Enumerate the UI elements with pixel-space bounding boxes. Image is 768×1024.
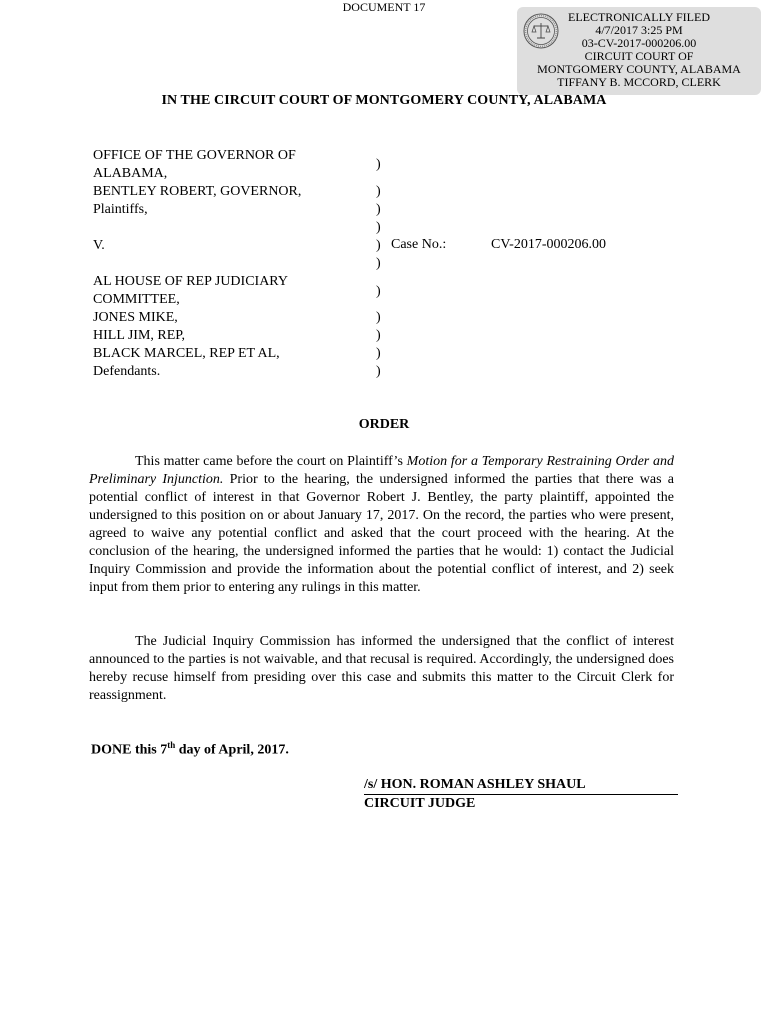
paragraph-text: The Judicial Inquiry Commission has informed the undersigned that the conflict of interest announced to the parties is not waivable, and that recusal is required. Accordingly, the undersigned does hereby recuse himself from presiding over this case and submits this matter to the Circuit Clerk for reassignment. bbox=[89, 634, 674, 703]
plaintiff-line: OFFICE OF THE GOVERNOR OF bbox=[93, 148, 296, 163]
caption-paren: ) bbox=[376, 364, 381, 379]
defendant-line: JONES MIKE, bbox=[93, 310, 178, 325]
stamp-line: TIFFANY B. MCCORD, CLERK bbox=[557, 75, 721, 89]
paragraph-text: Prior to the hearing, the undersigned informed the parties that there was a potential conflict of interest in that Governor Robert J. Bentley, the party plaintiff, appointed the undersigned to this position on or about January 17, 2017. On the record, the parties who were present, agreed to waive any potential conflict and asked that the court proceed with the hearing. At the conclusion of the hearing, the undersigned informed the parties that he would: 1) contact the Judicial Inquiry Commission and provide the information about the potential conflict of interest, and 2) seek input from them prior to entering any rulings in this matter. bbox=[89, 472, 674, 595]
court-title: IN THE CIRCUIT COURT OF MONTGOMERY COUNTY, ALABAMA bbox=[161, 93, 607, 108]
done-suffix: day of April, 2017. bbox=[175, 742, 289, 758]
caption-paren: ) bbox=[376, 256, 381, 271]
caption-paren: ) bbox=[376, 238, 381, 253]
order-title: ORDER bbox=[358, 417, 410, 432]
stamp-line: 4/7/2017 3:25 PM bbox=[595, 23, 683, 37]
stamp-line: 03-CV-2017-000206.00 bbox=[581, 36, 697, 50]
paragraph-text: This matter came before the court on Plaintiff’s bbox=[135, 454, 407, 469]
caption-paren: ) bbox=[376, 328, 381, 343]
case-number: CV-2017-000206.00 bbox=[491, 237, 606, 252]
caption-paren: ) bbox=[376, 157, 381, 172]
defendant-line: COMMITTEE, bbox=[93, 292, 180, 307]
stamp-line: ELECTRONICALLY FILED bbox=[567, 10, 710, 24]
caption-paren: ) bbox=[376, 284, 381, 299]
order-paragraph-1 bbox=[89, 453, 674, 597]
plaintiff-line: ALABAMA, bbox=[93, 166, 168, 181]
caption-paren: ) bbox=[376, 310, 381, 325]
caption-paren: ) bbox=[376, 202, 381, 217]
plaintiff-line: BENTLEY ROBERT, GOVERNOR, bbox=[93, 184, 302, 199]
plaintiff-line: Plaintiffs, bbox=[93, 202, 148, 217]
motion-title: Motion for a Temporary Restraining Order and Preliminary Injunction. bbox=[89, 454, 675, 487]
signature-title: CIRCUIT JUDGE bbox=[364, 796, 476, 811]
done-line bbox=[91, 740, 289, 759]
document-label: DOCUMENT 17 bbox=[342, 0, 426, 14]
defendant-line: HILL JIM, REP, bbox=[93, 328, 186, 343]
filing-stamp bbox=[517, 7, 761, 95]
versus-label: V. bbox=[93, 238, 105, 253]
defendant-line: AL HOUSE OF REP JUDICIARY bbox=[93, 274, 288, 289]
order-paragraph-2 bbox=[89, 633, 674, 705]
case-number-label: Case No.: bbox=[391, 237, 447, 252]
caption-paren: ) bbox=[376, 220, 381, 235]
caption-paren: ) bbox=[376, 346, 381, 361]
signature-name: /s/ HON. ROMAN ASHLEY SHAUL bbox=[364, 777, 678, 795]
stamp-line: MONTGOMERY COUNTY, ALABAMA bbox=[537, 62, 741, 76]
done-ordinal: th bbox=[167, 740, 176, 750]
defendant-line: Defendants. bbox=[93, 364, 161, 379]
caption-paren: ) bbox=[376, 184, 381, 199]
done-prefix: DONE this 7 bbox=[91, 742, 168, 758]
defendant-line: BLACK MARCEL, REP ET AL, bbox=[93, 346, 280, 361]
stamp-line: CIRCUIT COURT OF bbox=[584, 49, 694, 63]
